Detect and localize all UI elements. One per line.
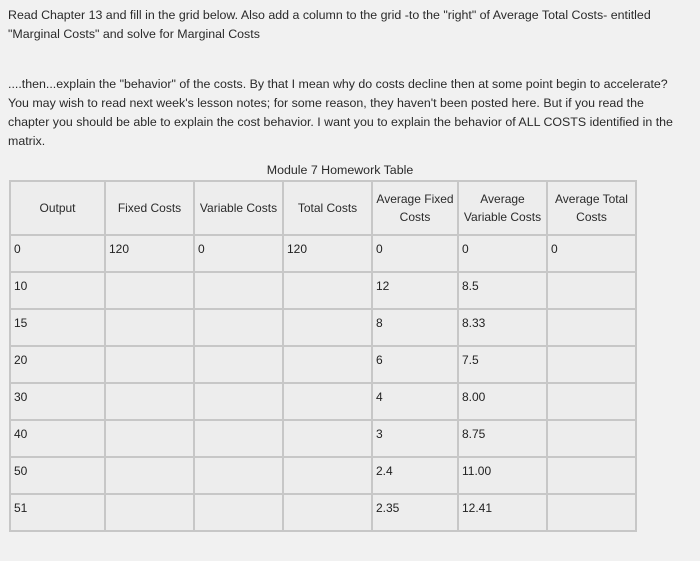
table-cell: 12 — [376, 279, 390, 293]
table-title: Module 7 Homework Table — [266, 163, 414, 177]
table-cell: 11.00 — [462, 464, 492, 478]
instructions-line2: ....then...explain the "behavior" of the costs. By that I mean why do costs decline then at some point begin to accelerate? You may wish to read next week's lesson notes; for some reason, they haven't been posted here. But if you read the chapter you should be able to explain the cost behavior. I want you to explain the behavior of ALL COSTS identified in the matrix. — [8, 77, 673, 148]
header-total-costs: Total Costs — [283, 181, 372, 235]
table-cell: 120 — [109, 242, 130, 256]
table-row — [10, 235, 636, 272]
table-cell: 0 — [551, 242, 558, 256]
header-average-total-costs: Average Total Costs — [547, 181, 636, 235]
table-cell: 8.5 — [462, 279, 479, 293]
table-cell: 4 — [376, 390, 383, 404]
instructions-line1: Read Chapter 13 and fill in the grid below. Also add a column to the grid -to the "right" of Average Total Costs- entitled "Marginal Costs" and solve for Marginal Costs — [8, 8, 651, 41]
table-cell: 120 — [287, 242, 308, 256]
header-average-variable-costs: Average Variable Costs — [458, 181, 547, 235]
header-variable-costs: Variable Costs — [194, 181, 283, 235]
table-cell: 0 — [376, 242, 383, 256]
table-row — [10, 346, 636, 383]
table-row — [10, 494, 636, 531]
table-cell: 50 — [14, 464, 28, 478]
table-cell: 8 — [376, 316, 383, 330]
table-cell: 0 — [198, 242, 205, 256]
header-fixed-costs: Fixed Costs — [105, 181, 194, 235]
table-row — [10, 457, 636, 494]
table-cell: 3 — [376, 427, 383, 441]
table-cell: 2.35 — [376, 501, 400, 515]
table-cell: 20 — [14, 353, 28, 367]
table-cell: 15 — [14, 316, 28, 330]
table-cell: 30 — [14, 390, 28, 404]
table-cell: 51 — [14, 501, 28, 515]
header-average-fixed-costs: Average Fixed Costs — [372, 181, 458, 235]
table-cell: 2.4 — [376, 464, 393, 478]
table-cell: 0 — [14, 242, 21, 256]
table-cell: 0 — [462, 242, 469, 256]
table-cell: 12.41 — [462, 501, 493, 515]
table-cell: 8.75 — [462, 427, 486, 441]
table-cell: 10 — [14, 279, 28, 293]
table-cell: 40 — [14, 427, 28, 441]
header-output: Output — [10, 181, 105, 235]
table-cell: 6 — [376, 353, 383, 367]
table-cell: 8.00 — [462, 390, 486, 404]
homework-table — [9, 180, 637, 532]
header-row — [10, 181, 636, 235]
table-cell: 8.33 — [462, 316, 486, 330]
table-cell: 7.5 — [462, 353, 479, 367]
table-row — [10, 309, 636, 346]
table-row — [10, 420, 636, 457]
table-row — [10, 383, 636, 420]
table-row — [10, 272, 636, 309]
